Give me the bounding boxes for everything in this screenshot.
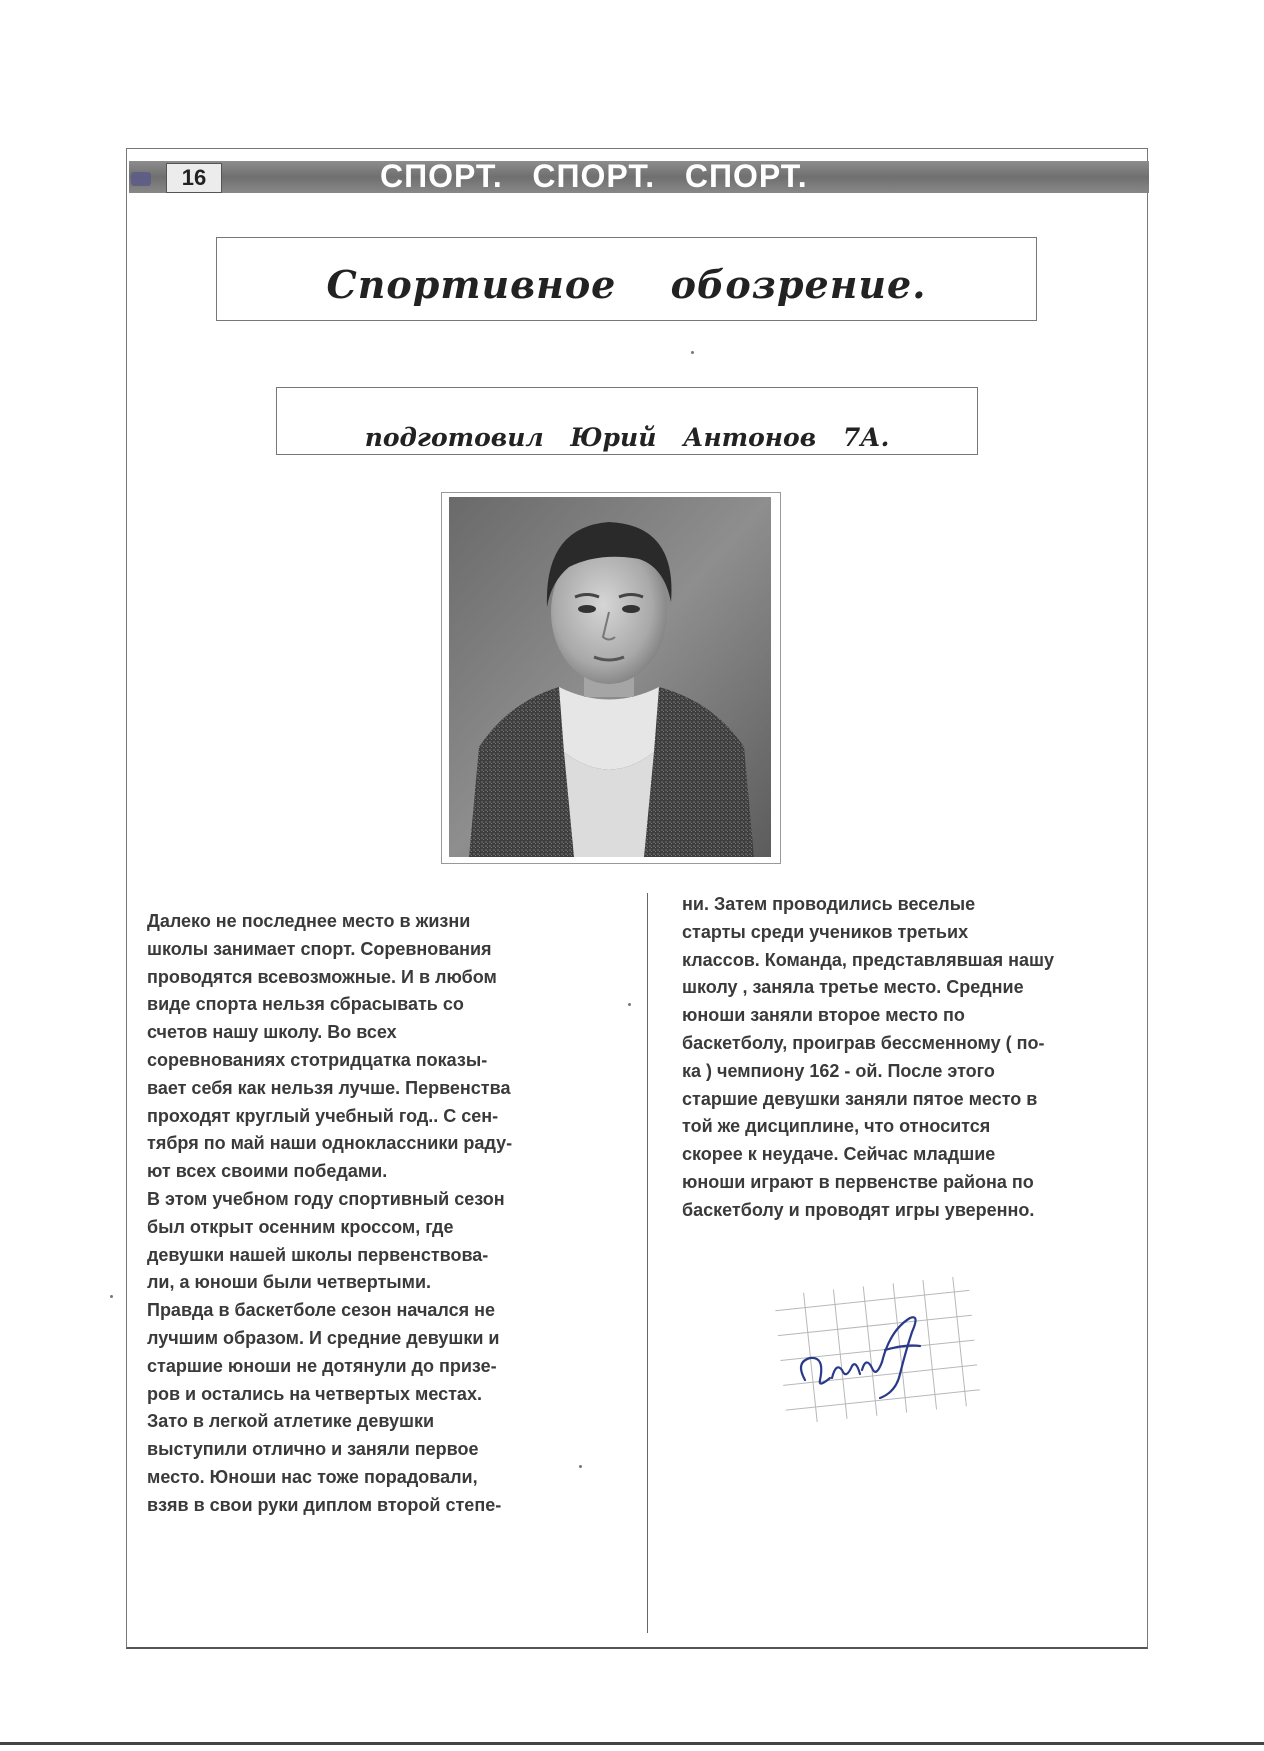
article-line: виде спорта нельзя сбрасывать со	[147, 994, 464, 1015]
signature-stamp	[770, 1270, 990, 1430]
scan-speck	[628, 1003, 631, 1006]
column-divider	[647, 893, 648, 1633]
article-line: баскетболу и проводят игры уверенно.	[682, 1199, 1035, 1220]
article-line: той же дисциплине, что относится	[682, 1116, 991, 1137]
article-line: проводятся всевозможные. И в любом	[147, 966, 497, 987]
article-line: Зато в легкой атлетике девушки	[147, 1411, 435, 1432]
article-line: юноши играют в первенстве района по	[682, 1171, 1034, 1192]
portrait-photo	[449, 497, 771, 857]
article-title: Спортивное обозрение.	[326, 262, 927, 307]
article-line: был открыт осенним кроссом, где	[147, 1216, 454, 1237]
article-line: ка ) чемпиону 162 - ой. После этого	[682, 1060, 995, 1081]
article-line: тября по май наши одноклассники раду-	[147, 1133, 513, 1154]
scan-speck	[579, 1465, 582, 1468]
article-line: ни. Затем проводились веселые	[682, 894, 976, 914]
article-line: классов. Команда, представлявшая нашу	[682, 949, 1055, 970]
article-column-left	[147, 908, 607, 1520]
article-line: Далеко не последнее место в жизни	[147, 911, 471, 931]
article-line: школу , заняла третье место. Средние	[682, 977, 1024, 998]
article-line: вает себя как нельзя лучше. Первенства	[147, 1077, 511, 1098]
article-line: школы занимает спорт. Соревнования	[147, 938, 492, 959]
article-line: старшие девушки заняли пятое место в	[682, 1088, 1038, 1109]
article-line: скорее к неудаче. Сейчас младшие	[682, 1144, 996, 1165]
article-line: лучшим образом. И средние девушки и	[147, 1327, 500, 1348]
byline: подготовил Юрий Антонов 7А.	[364, 423, 890, 452]
article-line: ли, а юноши были четвертыми.	[147, 1272, 432, 1293]
article-line: девушки нашей школы первенствова-	[147, 1244, 489, 1265]
article-line: старшие юноши не дотянули до призе-	[147, 1355, 497, 1376]
article-line: проходят круглый учебный год.. С сен-	[147, 1105, 499, 1126]
article-line: старты среди учеников третьих	[682, 921, 969, 942]
scan-speck	[110, 1295, 113, 1298]
article-line: юноши заняли второе место по	[682, 1005, 965, 1026]
article-line: баскетболу, проиграв бессменному ( по-	[682, 1032, 1045, 1053]
article-line: взяв в свои руки диплом второй степе-	[147, 1494, 502, 1515]
article-line: ют всех своими победами.	[147, 1161, 388, 1182]
article-line: В этом учебном году спортивный сезон	[147, 1188, 505, 1209]
page-number: 16	[166, 163, 222, 193]
corner-logo-icon	[131, 172, 151, 186]
article-line: выступили отлично и заняли первое	[147, 1439, 479, 1460]
article-line: соревнованиях стотридцатка показы-	[147, 1049, 488, 1070]
section-title: СПОРТ. СПОРТ. СПОРТ.	[380, 158, 808, 194]
scan-bottom-edge	[0, 1742, 1264, 1745]
article-line: место. Юноши нас тоже порадовали,	[147, 1466, 478, 1487]
article-column-right	[682, 891, 1152, 1225]
scan-speck	[691, 351, 694, 354]
article-line: счетов нашу школу. Во всех	[147, 1022, 397, 1043]
article-line: ров и остались на четвертых местах.	[147, 1383, 482, 1404]
article-line: Правда в баскетболе сезон начался не	[147, 1300, 496, 1321]
